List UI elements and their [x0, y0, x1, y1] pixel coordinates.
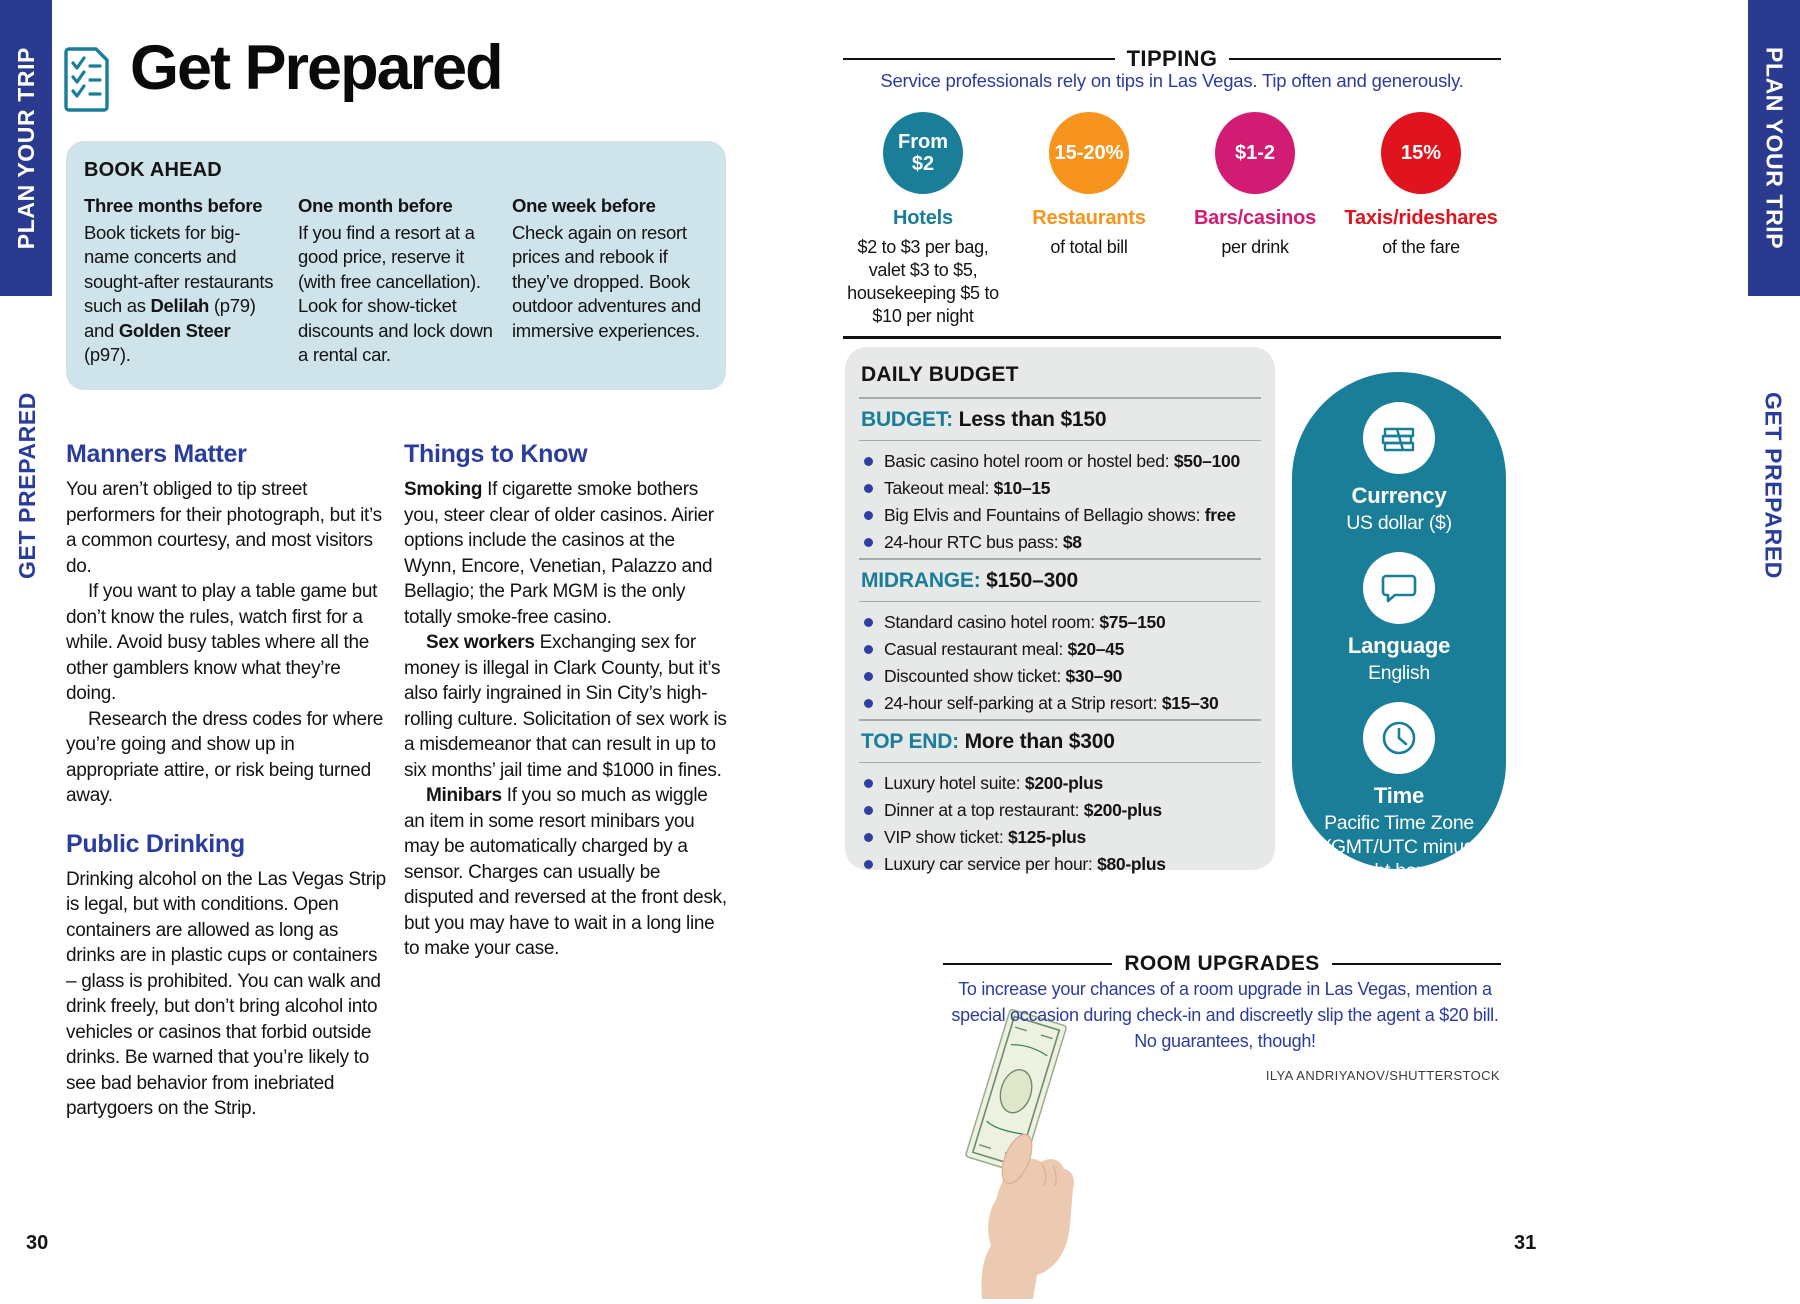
text-segment: (p97). — [84, 344, 131, 365]
rule-line — [943, 963, 1112, 966]
divider-rule — [843, 336, 1501, 339]
divider-line — [859, 762, 1261, 764]
budget-item-price: $30–90 — [1065, 666, 1123, 686]
tipping-subtitle: Service professionals rely on tips in Las Vegas. Tip often and generously. — [880, 70, 1464, 91]
budget-item: VIP show ticket: $125-plus — [859, 825, 1261, 849]
section-public-drinking — [66, 830, 388, 1122]
book-ahead-column-text — [512, 221, 708, 344]
budget-item: Standard casino hotel room: $75–150 — [859, 610, 1261, 634]
tipping-item — [1006, 112, 1172, 328]
text-segment: Delilah — [150, 295, 210, 316]
tier-name: TOP END: — [861, 729, 965, 753]
fact-language — [1292, 552, 1506, 685]
banknotes-icon — [1363, 402, 1435, 474]
tipping-item — [1172, 112, 1338, 328]
budget-item-price: $75–150 — [1099, 612, 1166, 632]
things-to-know-item: Smoking If cigarette smoke bothers you, steer clear of older casinos. Airier options include the casinos at the Wynn, Encore, Venetian, Palazzo and Bellagio; the Park MGM is the only totally smoke-free casino. — [404, 479, 714, 628]
book-ahead-column-heading: Three months before — [84, 195, 263, 216]
budget-item: Big Elvis and Fountains of Bellagio shows: free — [859, 503, 1261, 527]
right-text-column — [404, 440, 730, 983]
budget-item-price: $50–100 — [1173, 451, 1240, 471]
tipping-heading: TIPPING — [1126, 46, 1218, 71]
tipping-detail: of total bill — [1050, 237, 1128, 257]
budget-item: Luxury car service per hour: $80-plus — [859, 852, 1261, 876]
tipping-category-label: Hotels — [893, 207, 953, 229]
rule-line — [1229, 58, 1501, 61]
body-paragraph: You aren’t obliged to tip street performers for their photograph, but it’s a common courtesy, and most visitors do. — [66, 479, 382, 577]
book-ahead-column-text — [298, 221, 494, 368]
rule-line — [843, 58, 1115, 61]
book-ahead-column-text — [84, 221, 280, 368]
book-ahead-columns — [82, 194, 710, 368]
section-heading: Public Drinking — [66, 829, 245, 858]
divider-line — [859, 440, 1261, 442]
tipping-detail: $2 to $3 per bag, valet $3 to $5, housekeeping $5 to $10 per night — [847, 237, 999, 326]
budget-item: Luxury hotel suite: $200-plus — [859, 771, 1261, 795]
body-paragraph: Research the dress codes for where you’re going and show up in appropriate attire, or risk being turned away. — [66, 708, 384, 806]
circle-text-line: From — [898, 131, 948, 153]
tier-range: $150–300 — [986, 568, 1079, 592]
speech-bubble-icon — [1363, 552, 1435, 624]
tipping-item — [840, 112, 1006, 328]
fact-value: English — [1368, 662, 1430, 684]
tier-name: BUDGET: — [861, 407, 959, 431]
things-to-know-item: Minibars If you so much as wiggle an item in some resort minibars you may be automatically charged by a sensor. Charges can usually be disputed and reversed at the front desk, but you may have to wait in a long line to make your case. — [404, 785, 727, 959]
book-ahead-column — [84, 194, 280, 368]
page-title: Get Prepared — [130, 33, 502, 103]
divider-line — [859, 397, 1261, 399]
text-segment: (p79) and — [84, 295, 256, 341]
fact-label: Time — [1373, 783, 1425, 808]
tipping-category-label: Taxis/rideshares — [1344, 207, 1498, 229]
section-things-to-know — [404, 440, 730, 962]
daily-budget-heading: DAILY BUDGET — [861, 363, 1019, 386]
budget-item-price: $10–15 — [993, 478, 1051, 498]
fact-currency — [1292, 402, 1506, 535]
tipping-detail: of the fare — [1382, 237, 1460, 257]
budget-tier-label — [861, 569, 1261, 593]
tipping-amount-circle — [1215, 112, 1295, 194]
right-sidebar-plan-your-trip: PLAN YOUR TRIP — [1761, 46, 1788, 250]
tipping-items — [840, 112, 1504, 328]
left-sidebar-strip — [0, 0, 52, 296]
left-sidebar-plan-your-trip: PLAN YOUR TRIP — [12, 46, 39, 250]
divider-line — [859, 719, 1261, 721]
book-ahead-column — [512, 194, 708, 368]
item-lead: Sex workers — [426, 632, 535, 653]
book-ahead-column — [298, 194, 494, 368]
budget-item-price: $20–45 — [1067, 639, 1125, 659]
budget-item-price: $200-plus — [1024, 773, 1103, 793]
circle-text-line: 15-20% — [1054, 142, 1124, 164]
budget-item: Basic casino hotel room or hostel bed: $50–100 — [859, 449, 1261, 473]
item-lead: Smoking — [404, 479, 483, 500]
tipping-category-label: Restaurants — [1032, 207, 1146, 229]
tipping-header — [843, 46, 1501, 72]
left-text-column — [66, 440, 388, 1143]
body-paragraph: Drinking alcohol on the Las Vegas Strip is legal, but with conditions. Open containers are allowed as long as drinks are in plastic cups or containers – glass is prohibited. You can walk and drink freely, but don’t bring alcohol into vehicles or casinos that forbid outside drinks. Be warned that you’re likely to see bad behavior from inebriated partygoers on the Strip. — [66, 868, 386, 1119]
book-ahead-box — [66, 141, 726, 390]
fact-value: US dollar ($) — [1346, 512, 1452, 534]
text-segment: If you find a resort at a good price, reserve it (with free cancellation). Look for show-ticket discounts and lock down a rental car. — [298, 221, 493, 365]
budget-item-price: $80-plus — [1097, 854, 1166, 874]
daily-budget-tiers — [859, 397, 1261, 876]
fact-label: Language — [1347, 633, 1451, 658]
circle-text-line: 15% — [1400, 142, 1442, 164]
room-upgrades-header — [943, 952, 1501, 976]
clock-icon — [1363, 702, 1435, 774]
budget-item-price: $125-plus — [1007, 827, 1086, 847]
circle-text-line: $2 — [911, 153, 935, 175]
text-segment: Book tickets for big-name concerts and sought-after restaurants such as — [84, 221, 274, 316]
room-upgrades-heading: ROOM UPGRADES — [1124, 952, 1320, 975]
book-ahead-column-heading: One week before — [512, 195, 656, 216]
budget-item-list — [859, 771, 1261, 876]
circle-text-line: $1-2 — [1234, 142, 1276, 164]
tipping-item — [1338, 112, 1504, 328]
section-heading: Manners Matter — [66, 440, 247, 468]
tipping-detail: per drink — [1221, 237, 1289, 257]
budget-item-price: $8 — [1062, 532, 1082, 552]
right-sidebar-strip — [1748, 0, 1800, 296]
budget-item: Dinner at a top restaurant: $200-plus — [859, 798, 1261, 822]
budget-item-list — [859, 610, 1261, 715]
right-sidebar-get-prepared: GET PREPARED — [1760, 391, 1787, 579]
budget-item: 24-hour RTC bus pass: $8 — [859, 530, 1261, 554]
fact-value: Pacific Time Zone (GMT/UTC minus eight hours) — [1324, 812, 1474, 882]
budget-item-price: free — [1204, 505, 1236, 525]
left-sidebar-get-prepared: GET PREPARED — [13, 391, 40, 579]
budget-item: Takeout meal: $10–15 — [859, 476, 1261, 500]
budget-item-list — [859, 449, 1261, 554]
page-number-right: 31 — [1514, 1232, 1537, 1254]
budget-item: 24-hour self-parking at a Strip resort: $15–30 — [859, 691, 1261, 715]
text-segment: Golden Steer — [118, 319, 231, 341]
quick-facts-capsule — [1292, 372, 1506, 882]
tier-name: MIDRANGE: — [861, 568, 987, 592]
budget-tier-label — [861, 730, 1261, 754]
budget-item-price: $200-plus — [1083, 800, 1162, 820]
divider-line — [859, 558, 1261, 560]
page-number-left: 30 — [26, 1232, 49, 1254]
section-manners-matter — [66, 440, 388, 809]
fact-label: Currency — [1351, 483, 1447, 508]
tipping-amount-circle — [1049, 112, 1129, 194]
checklist-document-icon — [62, 46, 110, 119]
rule-line — [1332, 963, 1501, 966]
text-segment: Check again on resort prices and rebook if they’ve dropped. Book outdoor adventures and immersive experiences. — [512, 221, 701, 341]
photo-credit: ILYA ANDRIYANOV/SHUTTERSTOCK — [1265, 1068, 1500, 1083]
budget-item: Casual restaurant meal: $20–45 — [859, 637, 1261, 661]
things-to-know-item: Sex workers Exchanging sex for money is illegal in Clark County, but it’s also fairly ingrained in Sin City’s high-rolling culture. Solicitation of sex work is a misdemeanor that can result in up to six months’ jail time and $1000 in fines. — [404, 632, 727, 781]
tier-range: Less than $150 — [958, 407, 1107, 431]
daily-budget-box — [845, 347, 1275, 874]
item-lead: Minibars — [426, 785, 502, 806]
tipping-category-label: Bars/casinos — [1193, 207, 1317, 229]
room-upgrades-text: To increase your chances of a room upgrade in Las Vegas, mention a special occasion during check-in and discreetly slip the agent a $20 bill. No guarantees, though! — [951, 979, 1499, 1051]
tier-range: More than $300 — [964, 729, 1115, 753]
book-ahead-heading: BOOK AHEAD — [84, 159, 222, 181]
section-heading: Things to Know — [404, 440, 588, 468]
budget-tier-label — [861, 408, 1261, 432]
fact-time — [1292, 702, 1506, 883]
divider-line — [859, 601, 1261, 603]
tipping-amount-circle — [1381, 112, 1461, 194]
tipping-amount-circle — [883, 112, 963, 194]
budget-item-price: $15–30 — [1161, 693, 1219, 713]
budget-item: Discounted show ticket: $30–90 — [859, 664, 1261, 688]
book-ahead-column-heading: One month before — [298, 195, 453, 216]
body-paragraph: If you want to play a table game but don’t know the rules, watch first for a while. Avoid busy tables where all the other gamblers know what they’re doing. — [66, 581, 378, 704]
